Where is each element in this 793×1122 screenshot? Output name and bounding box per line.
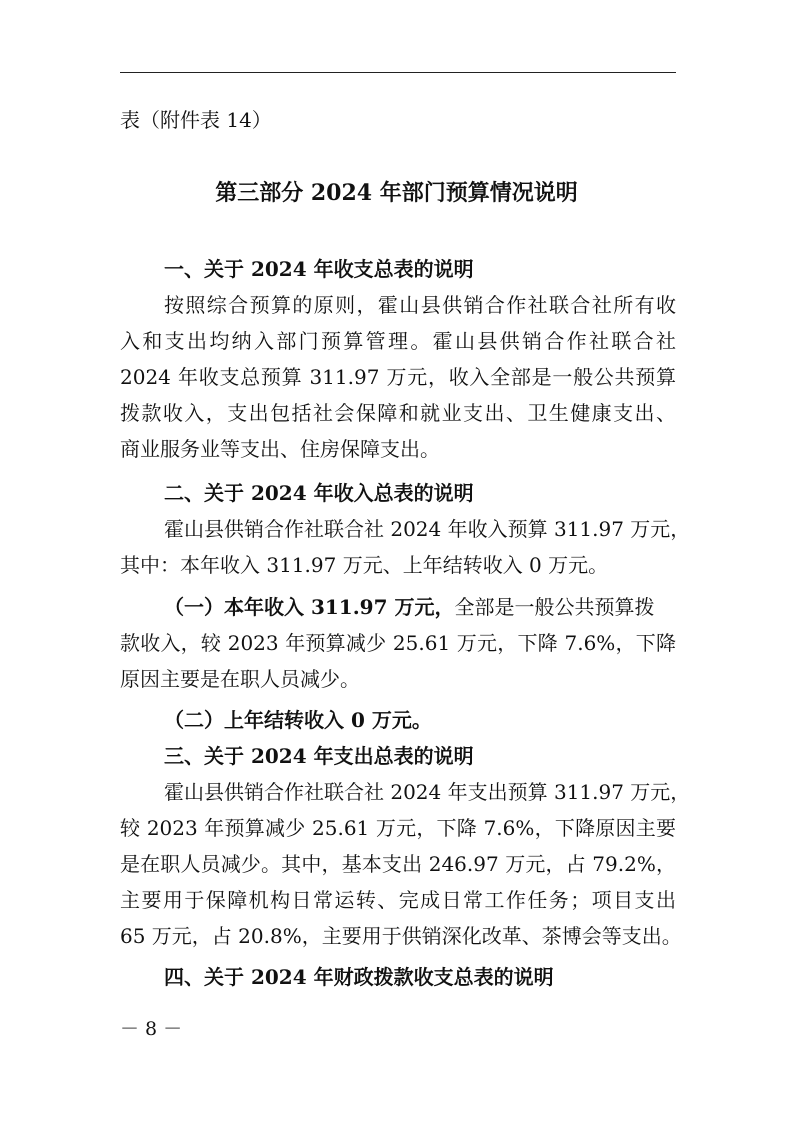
section2-item1-lead: （一）本年收入 311.97 万元， bbox=[164, 595, 455, 619]
section4-heading: 四、关于 2024 年财政拨款收支总表的说明 bbox=[164, 965, 554, 989]
section1-line-4: 拨款收入，支出包括社会保障和就业支出、卫生健康支出、 bbox=[120, 401, 676, 425]
section2-item2: （二）上年结转收入 0 万元。 bbox=[164, 708, 432, 732]
section2-item1 bbox=[164, 593, 676, 621]
section1-line-1: 按照综合预算的原则，霍山县供销合作社联合社所有收 bbox=[164, 293, 676, 317]
section1-line-3: 2024 年收支总预算 311.97 万元，收入全部是一般公共预算 bbox=[120, 365, 676, 389]
section1-heading: 一、关于 2024 年收支总表的说明 bbox=[164, 257, 474, 281]
section2-line-2: 其中：本年收入 311.97 万元、上年结转收入 0 万元。 bbox=[120, 553, 609, 577]
section3-line-4: 主要用于保障机构日常运转、完成日常工作任务；项目支出 bbox=[120, 888, 676, 912]
section2-item1-line-2: 款收入，较 2023 年预算减少 25.61 万元，下降 7.6%，下降 bbox=[120, 631, 676, 655]
section2-line-1: 霍山县供销合作社联合社 2024 年收入预算 311.97 万元， bbox=[164, 517, 691, 541]
page-number: － 8 － bbox=[120, 1018, 183, 1040]
section2-item1-line-3: 原因主要是在职人员减少。 bbox=[120, 667, 360, 691]
section2-heading: 二、关于 2024 年收入总表的说明 bbox=[164, 481, 474, 505]
section3-heading: 三、关于 2024 年支出总表的说明 bbox=[164, 744, 474, 768]
section1-line-2: 入和支出均纳入部门预算管理。霍山县供销合作社联合社 bbox=[120, 329, 676, 353]
section3-line-5: 65 万元，占 20.8%，主要用于供销深化改革、茶博会等支出。 bbox=[120, 924, 682, 948]
section2-item1-rest: 全部是一般公共预算拨 bbox=[454, 595, 655, 619]
section3-line-2: 较 2023 年预算减少 25.61 万元，下降 7.6%，下降原因主要 bbox=[120, 816, 676, 840]
section3-line-1: 霍山县供销合作社联合社 2024 年支出预算 311.97 万元， bbox=[164, 780, 691, 804]
section1-line-5: 商业服务业等支出、住房保障支出。 bbox=[120, 437, 440, 461]
section3-line-3: 是在职人员减少。其中，基本支出 246.97 万元，占 79.2%， bbox=[120, 852, 676, 876]
page-title: 第三部分 2024 年部门预算情况说明 bbox=[215, 180, 578, 206]
header-note: 表（附件表 14） bbox=[120, 108, 272, 132]
header-rule bbox=[120, 72, 676, 73]
